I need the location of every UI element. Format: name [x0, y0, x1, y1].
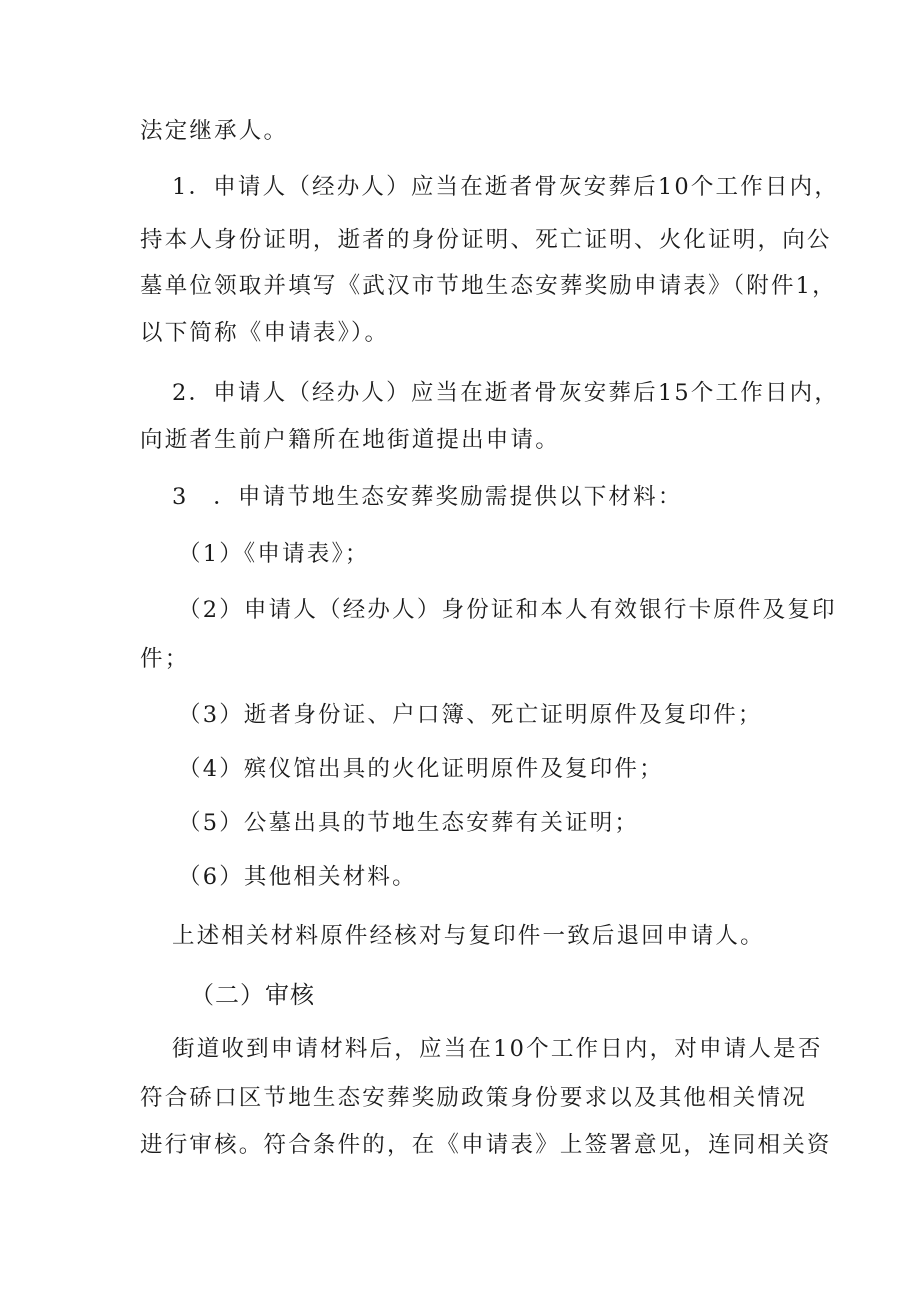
list-item: （2）申请人（经办人）身份证和本人有效银行卡原件及复印: [178, 597, 837, 623]
text-line: 上述相关材料原件经核对与复印件一致后退回申请人。: [172, 923, 765, 949]
text-line: 墓单位领取并填写《武汉市节地生态安葬奖励申请表》（附件1，: [140, 273, 837, 299]
text-line: 持本人身份证明，逝者的身份证明、死亡证明、火化证明，向公: [140, 227, 832, 253]
text-line: 以下简称《申请表》）。: [140, 320, 390, 346]
list-item: （6）其他相关材料。: [178, 864, 417, 890]
text-line: 法定继承人。: [140, 118, 289, 144]
text-line: 进行审核。符合条件的，在《申请表》上签署意见，连同相关资: [140, 1132, 832, 1158]
text-line: 符合硚口区节地生态安葬奖励政策身份要求以及其他相关情况: [140, 1085, 807, 1111]
list-item: （4）殡仪馆出具的火化证明原件及复印件；: [178, 756, 664, 782]
text-line: 向逝者生前户籍所在地街道提出申请。: [140, 427, 560, 453]
list-item: （1）《申请表》；: [178, 541, 370, 567]
text-line: 2．申请人（经办人）应当在逝者骨灰安葬后15个工作日内，: [172, 380, 840, 406]
text-line: 3 ．申请节地生态安葬奖励需提供以下材料：: [172, 484, 683, 510]
section-heading: （二）审核: [190, 981, 315, 1009]
text-line: 1．申请人（经办人）应当在逝者骨灰安葬后10个工作日内，: [172, 174, 840, 200]
list-item: （5）公墓出具的节地生态安葬有关证明；: [178, 810, 640, 836]
text-line: 件；: [140, 646, 190, 672]
list-item: （3）逝者身份证、户口簿、死亡证明原件及复印件；: [178, 702, 763, 728]
text-line: 街道收到申请材料后，应当在10个工作日内，对申请人是否: [172, 1036, 823, 1062]
